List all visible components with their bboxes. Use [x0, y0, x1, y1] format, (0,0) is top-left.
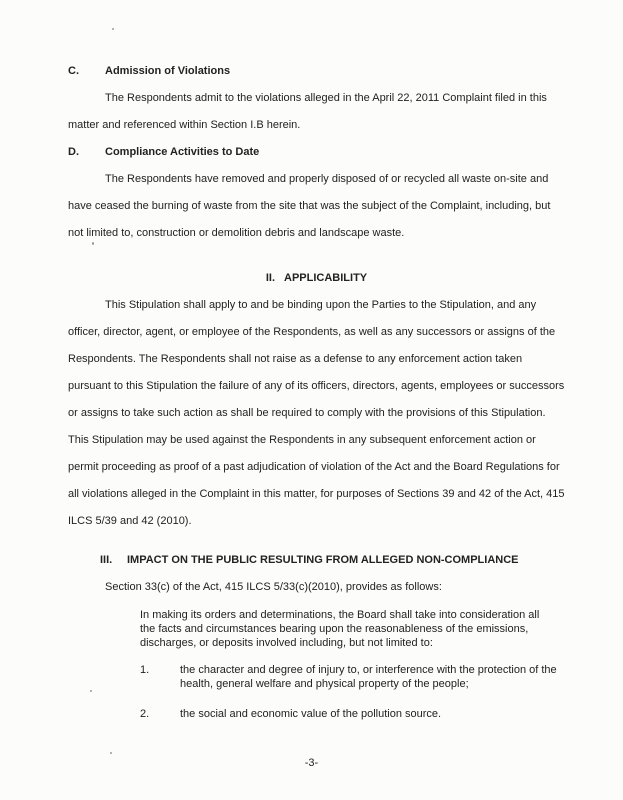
list-item	[140, 663, 565, 691]
section-c-label: C.	[68, 65, 79, 77]
section-iii-label: III.	[100, 554, 113, 566]
list-item-text: the character and degree of injury to, or interference with the protection of the health, general welfare and physical property of the people;	[180, 664, 557, 690]
section-iii-intro: Section 33(c) of the Act, 415 ILCS 5/33(c)(2010), provides as follows:	[105, 581, 442, 593]
section-iii-heading	[100, 547, 565, 574]
section-iii-title: IMPACT ON THE PUBLIC RESULTING FROM ALLEGED NON-COMPLIANCE	[127, 554, 519, 566]
section-d-title: Compliance Activities to Date	[105, 146, 260, 158]
list-item	[140, 707, 565, 721]
section-ii-title: APPLICABILITY	[284, 272, 368, 284]
scan-artifact	[110, 752, 112, 754]
section-d-label: D.	[68, 146, 79, 158]
scan-artifact	[92, 242, 94, 245]
section-c-body: The Respondents admit to the violations alleged in the April 22, 2011 Complaint filed in this matter and referenced within Section I.B herein.	[68, 92, 547, 131]
section-d-body: The Respondents have removed and properly disposed of or recycled all waste on-site and have ceased the burning of waste from the site that was the subject of the Complaint, including, but not limited to, construction or demolition debris and landscape waste.	[68, 173, 551, 239]
section-c-heading	[68, 58, 565, 85]
page-number: -3-	[304, 757, 319, 769]
section-d-heading	[68, 139, 565, 166]
list-item-number: 2.	[140, 708, 150, 720]
section-c-title: Admission of Violations	[105, 65, 231, 77]
section-ii-heading	[68, 265, 565, 292]
statute-factor-list	[140, 663, 565, 721]
list-item-text: the social and economic value of the pollution source.	[180, 708, 442, 720]
section-ii-body: This Stipulation shall apply to and be binding upon the Parties to the Stipulation, and any officer, director, agent, or employee of the Respondents, as well as any successors or assigns of the Respondents. The Respondents shall not raise as a defense to any enforcement action taken pursuant to this Stipulation the failure of any of its officers, directors, agents, employees or successors or assigns to take such action as shall be required to comply with the provisions of this Stipulation. This Stipulation may be used against the Respondents in any subsequent enforcement action or permit proceeding as proof of a past adjudication of violation of the Act and the Board Regulations for all violations alleged in the Complaint in this matter, for purposes of Sections 39 and 42 of the Act, 415 ILCS 5/39 and 42 (2010).	[68, 299, 565, 527]
section-ii-label: II.	[265, 272, 276, 284]
list-item-number: 1.	[140, 664, 150, 676]
scan-artifact	[112, 28, 114, 30]
statute-quote: In making its orders and determinations, the Board shall take into consideration all the facts and circumstances bearing upon the reasonableness of the emissions, discharges, or deposits involved including, but not limited to:	[140, 609, 540, 649]
scan-artifact	[90, 690, 92, 692]
